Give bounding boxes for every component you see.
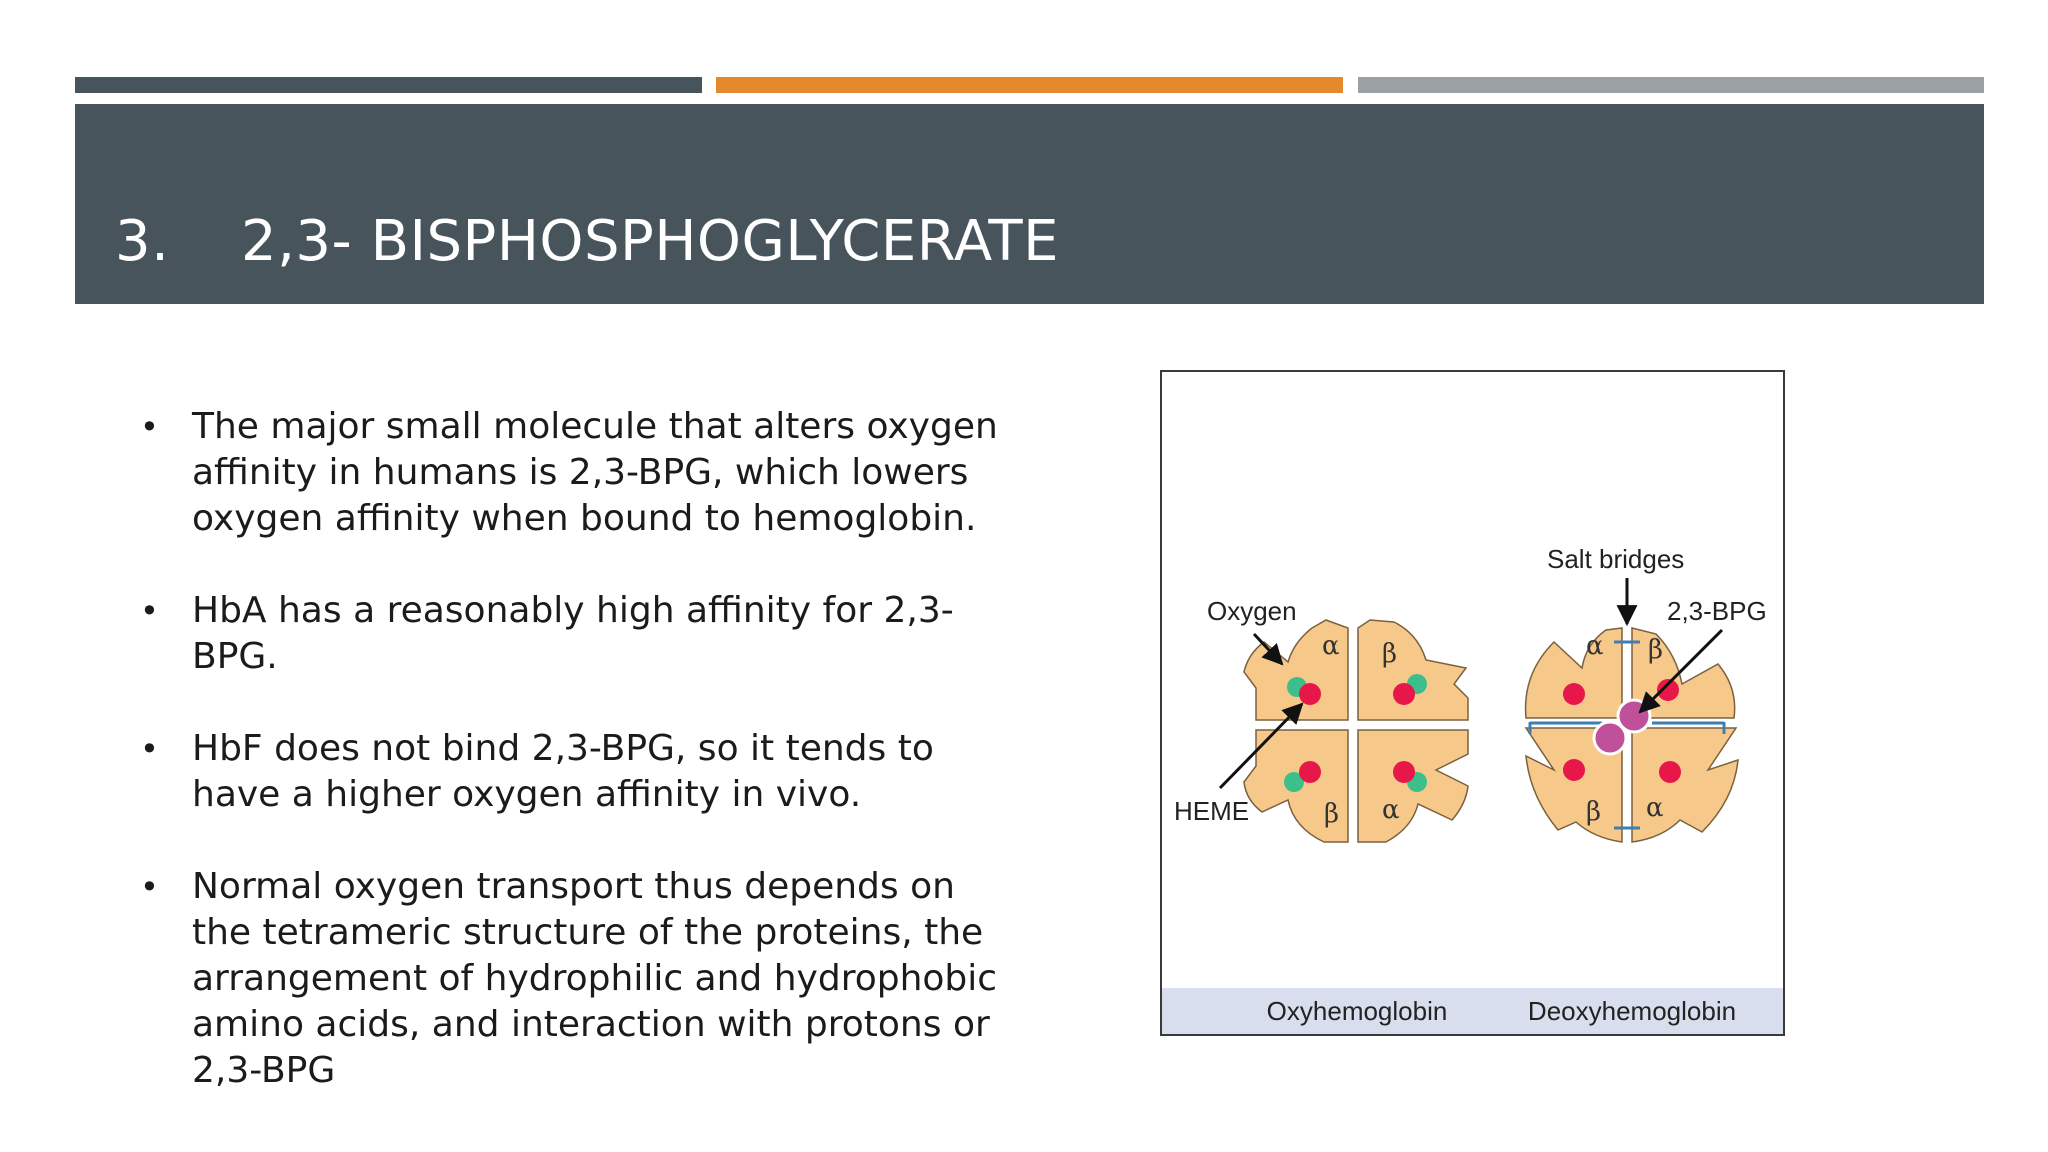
oxy-label-alpha-top: α [1322,631,1340,661]
bullet-item [140,588,1020,680]
deoxyhemoglobin-tetramer [1526,628,1738,842]
bullet-marker: • [140,868,159,906]
oxy-heme-dot [1393,683,1415,705]
deoxy-label-alpha-bottom: α [1646,793,1664,823]
accent-bar-gray [1358,77,1984,93]
oxy-label-beta-bottom: β [1324,799,1340,829]
slide-title-text: 2,3- BISPHOSPHOGLYCERATE [241,209,1059,274]
bullet-marker: • [140,408,159,446]
hemoglobin-diagram [1162,372,1783,1034]
caption-deoxyhemoglobin: Deoxyhemoglobin [1527,996,1737,1026]
oxy-heme-dot [1299,761,1321,783]
bullet-marker: • [140,730,159,768]
bullet-text: Normal oxygen transport thus depends on the tetrameric structure of the proteins, the arrangement of hydrophilic and hydrophobic amino acids, and interaction with protons or 2,3-BPG [192,866,998,1091]
oxy-subunit-beta-top [1358,620,1468,720]
oxy-label-alpha-bottom: α [1382,795,1400,825]
slide-title [115,209,1059,274]
deoxy-heme-dot [1563,683,1585,705]
label-bpg: 2,3-BPG [1667,596,1767,626]
oxy-heme-dot [1299,683,1321,705]
bullet-text: The major small molecule that alters oxygen affinity in humans is 2,3-BPG, which lowers oxygen affinity when bound to hemoglobin. [192,406,998,539]
bullet-item [140,864,1020,1094]
deoxy-heme-dot [1563,759,1585,781]
accent-bar-dark [75,77,702,93]
title-banner [75,104,1984,304]
deoxy-label-beta-bottom: β [1586,797,1602,827]
bullet-item [140,726,1020,818]
oxy-label-beta-top: β [1382,639,1398,669]
deoxy-heme-dot [1659,761,1681,783]
label-heme: HEME [1174,796,1250,826]
label-salt-bridges: Salt bridges [1547,544,1685,574]
deoxy-label-beta-top: β [1648,635,1664,665]
bullet-marker: • [140,592,159,630]
deoxy-subunit-alpha-bottom [1632,728,1738,842]
deoxy-label-alpha-top: α [1586,631,1604,661]
bullet-text: HbF does not bind 2,3-BPG, so it tends to have a higher oxygen affinity in vivo. [192,728,934,815]
slide-title-number: 3. [115,209,170,274]
bullet-text: HbA has a reasonably high affinity for 2,3-BPG. [192,590,954,677]
bullet-list [140,404,1020,1140]
bullet-item [140,404,1020,542]
label-oxygen: Oxygen [1207,596,1297,626]
caption-oxyhemoglobin: Oxyhemoglobin [1266,996,1448,1026]
oxy-heme-dot [1393,761,1415,783]
hemoglobin-figure [1160,370,1785,1036]
accent-bar-orange [716,77,1343,93]
